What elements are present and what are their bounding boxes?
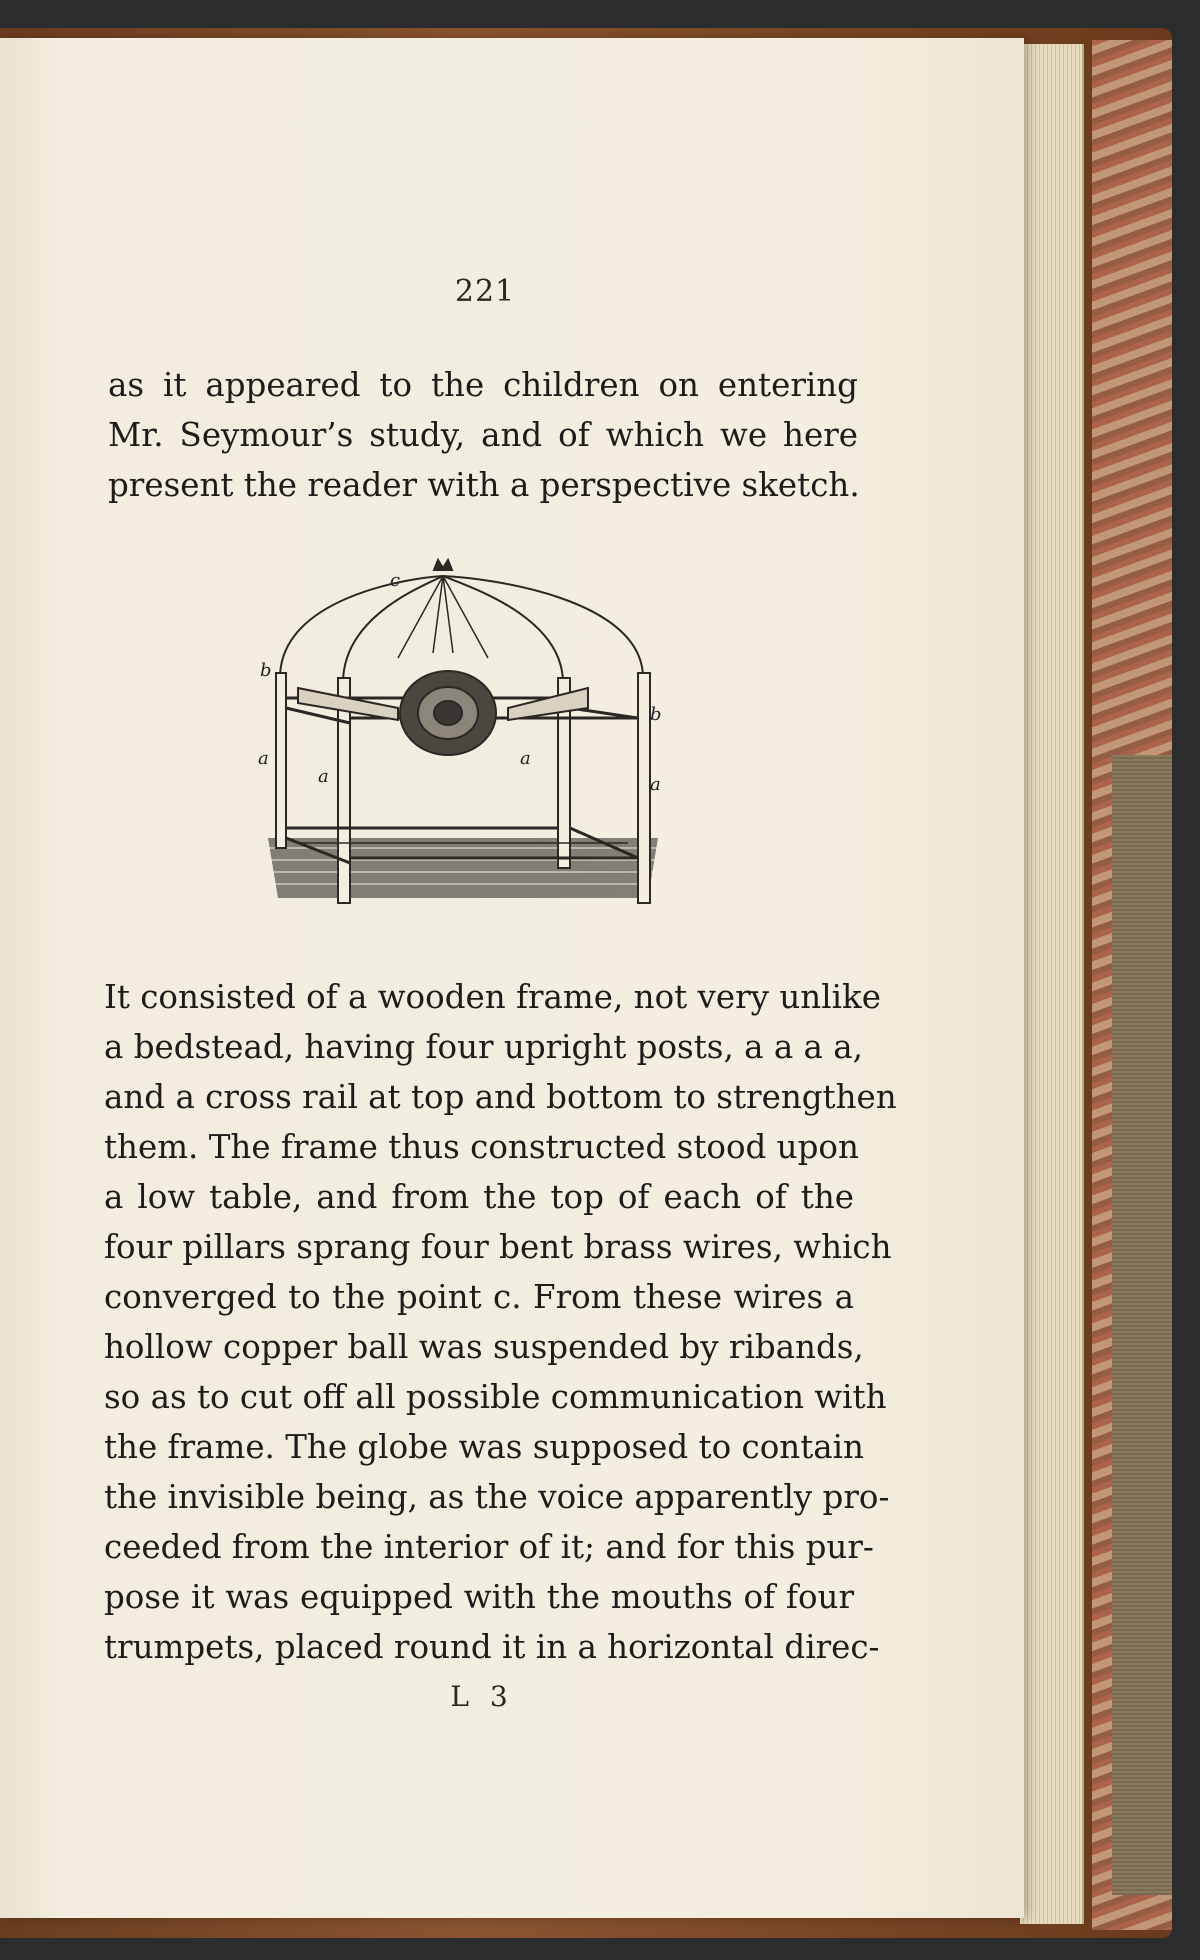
text-line: Mr. Seymour’s study, and of which we here xyxy=(108,416,858,454)
figure-label-b: b xyxy=(650,704,662,725)
figure-label-b: b xyxy=(260,660,272,681)
figure-label-a: a xyxy=(318,766,329,787)
text-line: the invisible being, as the voice apparently pro- xyxy=(104,1478,890,1516)
text-line: as it appeared to the children on entering xyxy=(108,366,858,404)
text-line: It consisted of a wooden frame, not very unlike xyxy=(104,978,881,1016)
cloth-binding xyxy=(1112,755,1172,1895)
paragraph-intro xyxy=(108,360,858,510)
text-line: hollow copper ball was suspended by ribands, xyxy=(104,1328,864,1366)
frame-illustration xyxy=(258,558,668,908)
text-line: present the reader with a perspective sketch. xyxy=(108,466,860,504)
page-number: 221 xyxy=(454,274,516,309)
text-line: a low table, and from the top of each of the xyxy=(104,1178,854,1216)
text-line: converged to the point c. From these wires a xyxy=(104,1278,854,1316)
text-line: and a cross rail at top and bottom to strengthen xyxy=(104,1078,897,1116)
figure-label-a: a xyxy=(650,774,661,795)
page-edges xyxy=(1020,44,1084,1924)
paragraph-description xyxy=(104,972,897,1672)
text-line: pose it was equipped with the mouths of four xyxy=(104,1578,854,1616)
text-line: a bedstead, having four upright posts, a a a a, xyxy=(104,1028,863,1066)
text-line: ceeded from the interior of it; and for this pur- xyxy=(104,1528,874,1566)
text-line: them. The frame thus constructed stood upon xyxy=(104,1128,859,1166)
text-line: trumpets, placed round it in a horizontal direc- xyxy=(104,1628,880,1666)
book-page xyxy=(0,38,1024,1918)
figure-label-c: c xyxy=(390,570,401,591)
figure-label-a: a xyxy=(520,748,531,769)
text-line: four pillars sprang four bent brass wires, which xyxy=(104,1228,892,1266)
signature-mark: L 3 xyxy=(450,1680,514,1713)
text-line: the frame. The globe was supposed to contain xyxy=(104,1428,864,1466)
text-line: so as to cut off all possible communication with xyxy=(104,1378,887,1416)
floor-shading xyxy=(268,838,658,898)
figure-label-a: a xyxy=(258,748,269,769)
